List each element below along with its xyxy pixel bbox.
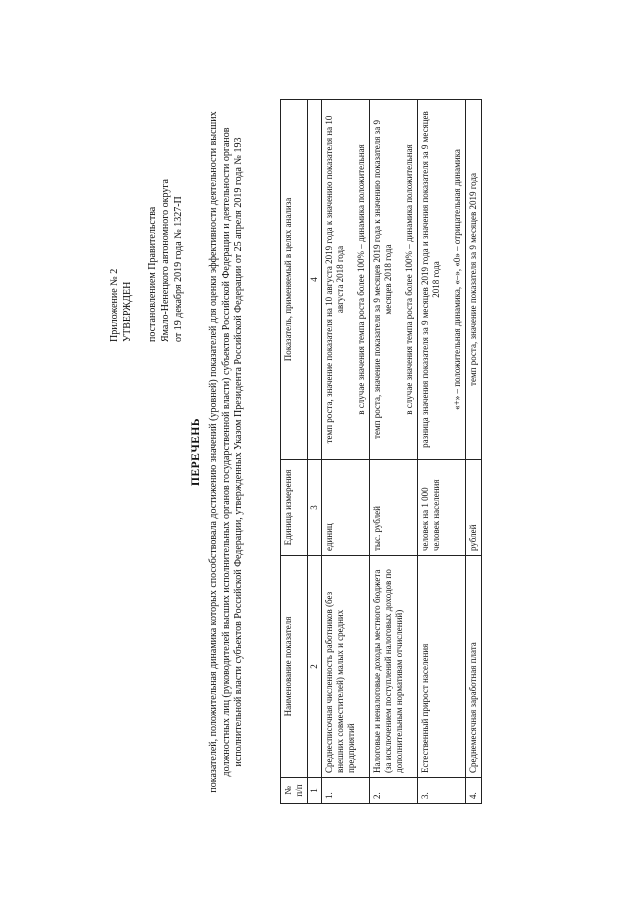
analysis-cell: [466, 100, 482, 460]
appendix-number: Приложение № 2: [109, 268, 120, 342]
row-number: 2.: [370, 778, 418, 804]
column-number-row: [308, 100, 322, 804]
document-title: ПЕРЕЧЕНЬ: [190, 418, 202, 486]
unit-of-measure: тыс. рублей: [370, 460, 418, 556]
indicator-name: Среднесписочная численность работников (без внешних совместителей) малых и средних предприятий: [322, 556, 370, 778]
row-number: 3.: [418, 778, 466, 804]
header-indicator-name: Наименование показателя: [281, 556, 308, 778]
indicator-name: Естественный прирост населения: [418, 556, 466, 778]
decree-date-line: от 19 декабря 2019 года № 1327-П: [173, 196, 184, 342]
unit-of-measure: рублей: [466, 460, 482, 556]
indicators-table: [280, 99, 482, 804]
header-unit: Единица измерения: [281, 460, 308, 556]
region-line: Ямало-Ненецкого автономного округа: [160, 179, 171, 342]
column-number: 3: [308, 460, 322, 556]
row-number: 4.: [466, 778, 482, 804]
row-number: 1.: [322, 778, 370, 804]
analysis-cell: [322, 100, 370, 460]
analysis-method: темп роста, значение показателя за 9 месяцев 2019 года: [468, 173, 478, 386]
table-row: [466, 100, 482, 804]
analysis-cell: [418, 100, 466, 460]
column-number: 2: [308, 556, 322, 778]
header-number: № п/п: [281, 778, 308, 804]
analysis-method: темп роста, значение показателя на 10 августа 2019 года к значению показателя на 10 августа 2018 года: [324, 115, 345, 444]
table-row: [322, 100, 370, 804]
decree-line: постановлением Правительства: [147, 206, 158, 342]
unit-of-measure: единиц: [322, 460, 370, 556]
approved-label: УТВЕРЖДЕН: [122, 281, 133, 342]
table-header-row: [281, 100, 308, 804]
header-analysis: Показатель, применяемый в целях анализа: [281, 100, 308, 460]
analysis-cell: [370, 100, 418, 460]
table-row: [370, 100, 418, 804]
indicator-name: Среднемесячная заработная плата: [466, 556, 482, 778]
indicator-name: Налоговые и неналоговые доходы местного бюджета (за исключением поступлений налоговых доходов по дополнительным нормативам отчислений): [370, 556, 418, 778]
column-number: 1: [308, 778, 322, 804]
analysis-criterion: «+» – положительная динамика, «–», «0» – отрицательная динамика: [452, 149, 462, 410]
analysis-method: разница значения показателя за 9 месяцев 2019 года и значения показателя за 9 месяцев 2018 года: [420, 111, 441, 448]
unit-of-measure: человек на 1 000 человек населения: [418, 460, 466, 556]
analysis-criterion: в случае значения темпа роста более 100% – динамика положительная: [356, 144, 366, 415]
analysis-method: темп роста, значение показателя за 9 месяцев 2019 года к значению показателя за 9 месяцев 2018 года: [372, 120, 393, 439]
document-subtitle: показателей, положительная динамика которых способствовала достижению значений (уровней) показателей для оценки эффективности деятельности высших должностных лиц (руководителей высших исполнительных органов государственной власти) субъектов Российской Федерации и деятельности органов исполнительной власти субъектов Российской Федерации, утвержденных Указом Президента Российской Федерации от 25 апреля 2019 года № 193: [208, 111, 244, 793]
column-number: 4: [308, 100, 322, 460]
rotated-document-page: [100, 92, 540, 812]
analysis-criterion: в случае значения темпа роста более 100% – динамика положительная: [404, 144, 414, 415]
approval-stamp-block: [108, 102, 185, 342]
table-row: [418, 100, 466, 804]
